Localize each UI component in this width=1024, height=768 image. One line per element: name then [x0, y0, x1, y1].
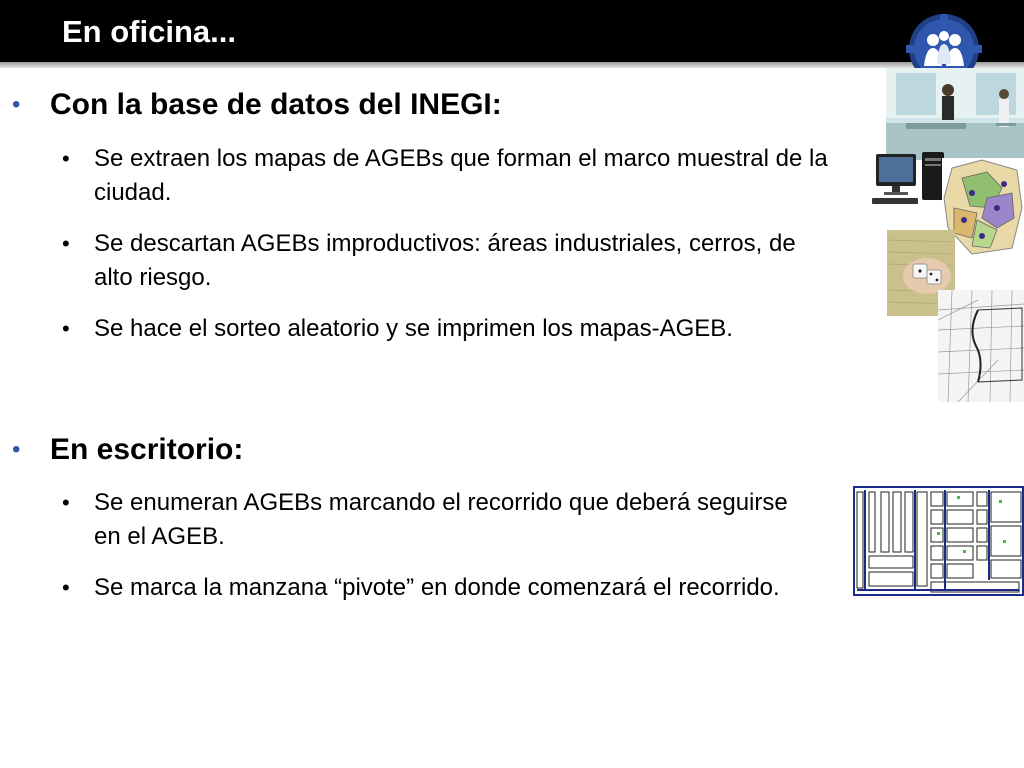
office-photo — [886, 68, 1024, 160]
list-item: Se extraen los mapas de AGEBs que forman el marco muestral de la ciudad. — [94, 145, 828, 206]
item-bullet: • — [62, 575, 70, 600]
ageb-city-map — [938, 290, 1024, 402]
list-item: Se enumeran AGEBs marcando el recorrido que deberá seguirse en el AGEB. — [94, 489, 788, 550]
section-bullet: • — [12, 436, 21, 463]
section-heading: Con la base de datos del INEGI: — [50, 88, 502, 121]
slide-title: En oficina... — [62, 14, 236, 49]
item-bullet: • — [62, 490, 70, 515]
list-item: Se descartan AGEBs improductivos: áreas industriales, cerros, de alto riesgo. — [94, 230, 796, 291]
section-heading: En escritorio: — [50, 433, 244, 466]
list-item: Se hace el sorteo aleatorio y se imprimen los mapas-AGEB. — [94, 315, 733, 342]
item-bullet: • — [62, 146, 70, 171]
item-bullet: • — [62, 316, 70, 341]
ageb-block-map — [853, 486, 1024, 596]
title-divider — [0, 62, 1024, 68]
section-bullet: • — [12, 91, 21, 118]
list-item: Se marca la manzana “pivote” en donde comenzará el recorrido. — [94, 574, 780, 601]
item-bullet: • — [62, 231, 70, 256]
